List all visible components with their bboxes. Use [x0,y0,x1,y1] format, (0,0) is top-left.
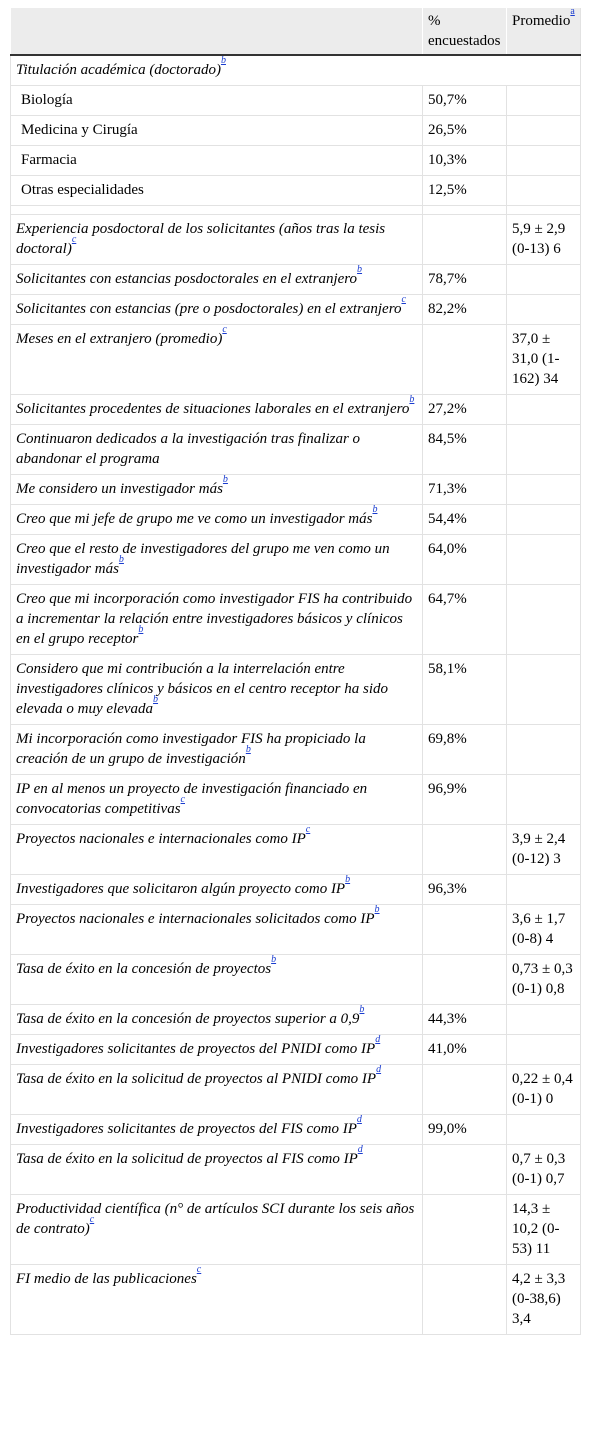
table-row [11,295,581,325]
row-label-text: Creo que mi incorporación como investigador FIS ha contribuido a incrementar la relación entre investigadores básicos y clínicos en el grupo receptor [16,591,413,647]
row-label-text: Creo que el resto de investigadores del grupo me ven como un investigador más [16,541,390,577]
row-pct [423,905,507,955]
row-pct: 54,4% [423,505,507,535]
row-label [11,1005,423,1035]
spacer-cell [507,206,581,215]
row-pct: 27,2% [423,395,507,425]
footnote-link[interactable]: b [220,54,226,66]
row-avg [507,875,581,905]
row-label: Farmacia [11,146,423,176]
row-pct: 58,1% [423,655,507,725]
table-row [11,955,581,1005]
spacer-row [11,206,581,215]
row-pct: 26,5% [423,116,507,146]
row-label-text: Investigadores solicitantes de proyectos del FIS como IP [16,1121,357,1137]
row-avg [507,295,581,325]
row-label [11,395,423,425]
row-label-text: Experiencia posdoctoral de los solicitantes (años tras la tesis doctoral) [16,221,386,257]
row-label-text: Investigadores solicitantes de proyectos del PNIDI como IP [16,1041,376,1057]
table-row [11,176,581,206]
row-label: Medicina y Cirugía [11,116,423,146]
row-label-text: Productividad científica (n° de artículos SCI durante los seis años de contrato) [16,1201,415,1237]
row-pct [423,955,507,1005]
row-label [11,825,423,875]
row-pct: 96,9% [423,775,507,825]
row-label [11,1195,423,1265]
row-pct: 50,7% [423,86,507,116]
spacer-cell [423,206,507,215]
footnote-link[interactable]: a [570,5,575,17]
row-label [11,1035,423,1065]
row-label [11,725,423,775]
row-pct: 78,7% [423,265,507,295]
row-avg: 0,7 ± 0,3 (0-1) 0,7 [507,1145,581,1195]
row-label [11,325,423,395]
row-label-text: Mi incorporación como investigador FIS ha propiciado la creación de un grupo de investigación [16,731,366,767]
footnote-link[interactable]: c [401,293,406,305]
row-avg: 0,73 ± 0,3 (0-1) 0,8 [507,955,581,1005]
header-pct [423,8,507,55]
row-pct [423,325,507,395]
row-pct: 71,3% [423,475,507,505]
row-pct [423,825,507,875]
row-label-text: FI medio de las publicaciones [16,1271,197,1287]
row-pct: 41,0% [423,1035,507,1065]
row-avg [507,1035,581,1065]
footnote-link[interactable]: c [196,1263,202,1275]
row-avg: 14,3 ± 10,2 (0-53) 11 [507,1195,581,1265]
row-avg: 37,0 ± 31,0 (1-162) 34 [507,325,581,395]
table-row [11,655,581,725]
row-label-text: Proyectos nacionales e internacionales solicitados como IP [16,911,375,927]
row-pct: 96,3% [423,875,507,905]
spacer-cell [11,206,423,215]
table-row [11,585,581,655]
row-label-text: Creo que mi jefe de grupo me ve como un investigador más [16,511,373,527]
row-avg [507,1005,581,1035]
table-row [11,1115,581,1145]
row-label-text: Tasa de éxito en la concesión de proyectos [16,961,272,977]
row-pct: 82,2% [423,295,507,325]
row-avg [507,505,581,535]
header-avg [507,5,581,55]
table-row [11,1065,581,1115]
footnote-link[interactable]: c [89,1213,95,1225]
row-pct [423,215,507,265]
row-label-text: Tasa de éxito en la solicitud de proyectos al FIS como IP [16,1151,358,1167]
row-pct: 64,7% [423,585,507,655]
table-row [11,1195,581,1265]
header-col1 [11,8,423,55]
table-row [11,425,581,475]
row-avg [507,775,581,825]
row-pct [423,1145,507,1195]
row-avg: 3,6 ± 1,7 (0-8) 4 [507,905,581,955]
header-avg-label: Promedio [512,13,571,29]
row-label-text: Investigadores que solicitaron algún proyecto como IP [16,881,346,897]
row-label-text: Tasa de éxito en la solicitud de proyectos al PNIDI como IP [16,1071,377,1087]
row-label [11,1115,423,1145]
row-avg [507,176,581,206]
table-row [11,215,581,265]
footnote-link[interactable]: c [305,823,311,835]
table-row [11,875,581,905]
row-avg [507,655,581,725]
row-avg [507,425,581,475]
row-label-text: Proyectos nacionales e internacionales como IP [16,831,306,847]
row-avg [507,535,581,585]
footnote-link[interactable]: b [245,743,251,755]
row-avg [507,585,581,655]
row-avg: 4,2 ± 3,3 (0-38,6) 3,4 [507,1265,581,1335]
table-row [11,775,581,825]
footnote-link[interactable]: b [271,953,277,965]
section-label: Titulación académica (doctorado)$^{^b}$ [11,55,581,86]
row-label [11,875,423,905]
row-label [11,295,423,325]
row-avg [507,265,581,295]
results-table [10,5,581,1335]
row-label [11,475,423,505]
row-label [11,1265,423,1335]
row-label [11,585,423,655]
row-label [11,535,423,585]
header-pct-label: % encuestados [428,13,501,49]
footnote-link[interactable]: b [222,473,228,485]
table-row [11,116,581,146]
table-row [11,1145,581,1195]
footnote-link[interactable]: d [357,1143,363,1155]
row-label [11,505,423,535]
footnote-link[interactable]: b [138,623,144,635]
footnote-link[interactable]: c [71,233,77,245]
row-avg [507,86,581,116]
row-label-text: Solicitantes procedentes de situaciones laborales en el extranjero [16,401,410,417]
row-label: Otras especialidades [11,176,423,206]
row-avg [507,1115,581,1145]
table-row [11,146,581,176]
table-row [11,725,581,775]
row-label-text: Solicitantes con estancias posdoctorales en el extranjero [16,271,358,287]
row-label-text: Solicitantes con estancias (pre o posdoctorales) en el extranjero [16,301,402,317]
row-label-text: Tasa de éxito en la concesión de proyectos superior a 0,9 [16,1011,360,1027]
header-row [11,8,581,55]
table-row [11,905,581,955]
footnote-link[interactable]: d [356,1113,362,1125]
footnote-link[interactable]: b [118,553,124,565]
footnote-link[interactable]: d [375,1033,381,1045]
row-pct: 44,3% [423,1005,507,1035]
row-avg [507,475,581,505]
table-row [11,325,581,395]
row-pct: 10,3% [423,146,507,176]
row-pct: 84,5% [423,425,507,475]
row-label [11,655,423,725]
table-row [11,1265,581,1335]
table-row [11,825,581,875]
row-label [11,775,423,825]
row-pct: 64,0% [423,535,507,585]
footnote-link[interactable]: b [374,903,380,915]
footnote-link[interactable]: b [372,503,378,515]
table-row [11,1005,581,1035]
row-avg: 5,9 ± 2,9 (0-13) 6 [507,215,581,265]
row-pct [423,1195,507,1265]
row-label: Biología [11,86,423,116]
footnote-link[interactable]: c [222,323,227,335]
row-avg [507,395,581,425]
table-row [11,395,581,425]
row-label [11,955,423,1005]
table-row [11,475,581,505]
row-pct: 69,8% [423,725,507,775]
row-label-text: Considero que mi contribución a la interrelación entre investigadores clínicos y básicos en el centro receptor ha sido elevada o muy elevada [16,661,389,717]
footnote-link[interactable]: b [345,873,351,885]
row-pct: 99,0% [423,1115,507,1145]
row-avg: 0,22 ± 0,4 (0-1) 0 [507,1065,581,1115]
footnote-link[interactable]: c [180,793,185,805]
row-label [11,905,423,955]
row-label [11,1065,423,1115]
row-label-text: Meses en el extranjero (promedio) [16,331,223,347]
table-row [11,86,581,116]
row-label [11,215,423,265]
row-avg [507,116,581,146]
row-label-text: Me considero un investigador más [16,481,223,497]
table-row [11,1035,581,1065]
table-row [11,535,581,585]
footnote-link[interactable]: b [357,263,363,275]
row-label [11,265,423,295]
section-row [11,55,581,86]
footnote-link[interactable]: b [359,1003,365,1015]
row-avg [507,725,581,775]
row-pct [423,1065,507,1115]
table-row [11,505,581,535]
row-avg: 3,9 ± 2,4 (0-12) 3 [507,825,581,875]
row-pct: 12,5% [423,176,507,206]
footnote-link[interactable]: b [153,693,159,705]
row-label-text: Continuaron dedicados a la investigación tras finalizar o abandonar el programa [16,431,361,467]
table-row [11,265,581,295]
row-label [11,425,423,475]
row-pct [423,1265,507,1335]
footnote-link[interactable]: b [409,393,415,405]
row-label-text: IP en al menos un proyecto de investigación financiado en convocatorias competitivas [16,781,368,817]
footnote-link[interactable]: d [376,1063,382,1075]
row-avg [507,146,581,176]
row-label [11,1145,423,1195]
